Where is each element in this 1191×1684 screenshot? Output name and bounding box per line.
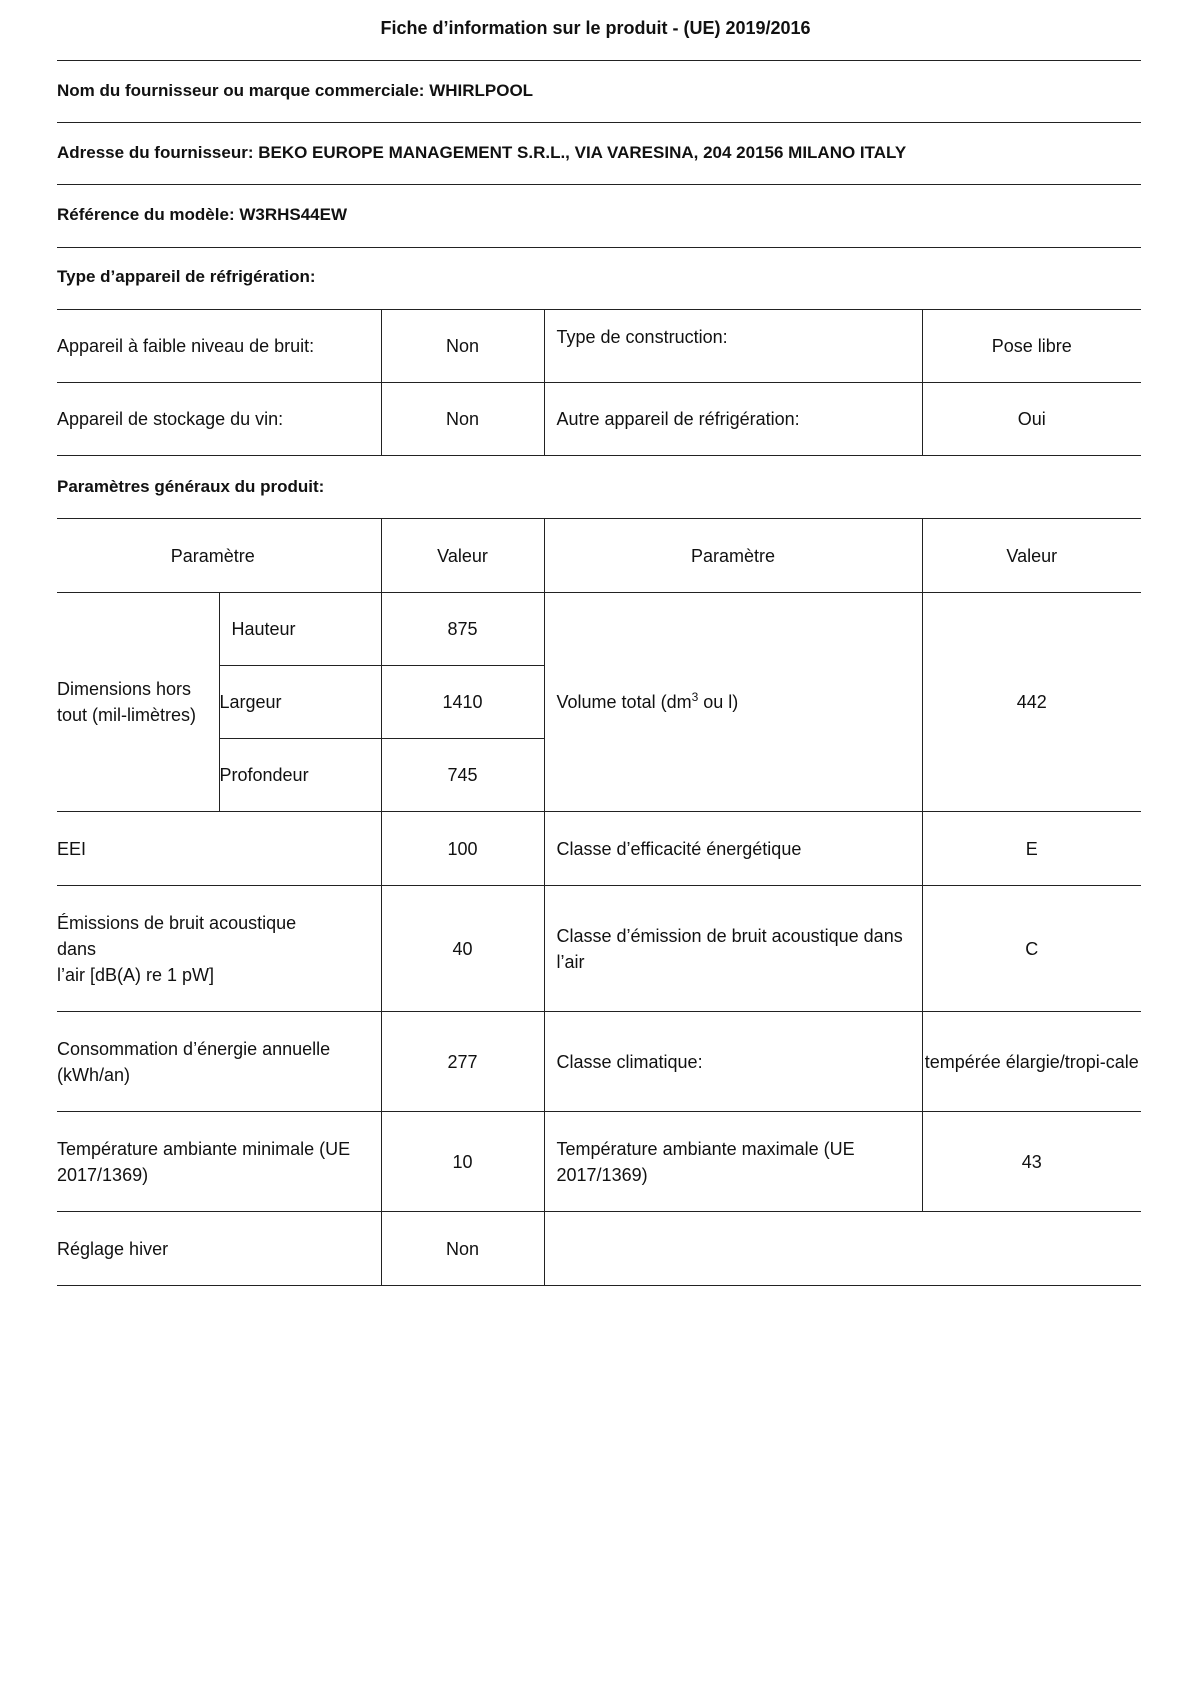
max-temp-value: 43 [922,1112,1141,1212]
supplier-address: Adresse du fournisseur: BEKO EUROPE MANAGEMENT S.R.L., VIA VARESINA, 204 20156 MILANO ITALY [57,143,907,162]
noise-emission-label [57,886,381,1012]
table-header-row [57,519,1141,593]
depth-value: 745 [381,739,544,812]
table-row [57,1112,1141,1212]
general-params-table [57,518,1141,1286]
table-row [57,1212,1141,1286]
noise-label-line: l’air [dB(A) re 1 pW] [57,964,215,985]
width-value: 1410 [381,666,544,739]
low-noise-label: Appareil à faible niveau de bruit: [57,310,381,383]
noise-class-value: C [922,886,1141,1012]
energy-consumption-label: Consommation d’énergie annuelle (kWh/an) [57,1012,381,1112]
height-value: 875 [381,593,544,666]
divider [57,184,1141,185]
eei-label: EEI [57,812,381,886]
min-temp-label: Température ambiante minimale (UE 2017/1369) [57,1112,381,1212]
max-temp-label: Température ambiante maximale (UE 2017/1369) [544,1112,922,1212]
divider [57,60,1141,61]
appliance-type-heading: Type d’appareil de réfrigération: [57,267,316,286]
energy-class-value: E [922,812,1141,886]
supplier-name: Nom du fournisseur ou marque commerciale: WHIRLPOOL [57,81,534,100]
noise-label-line: Émissions de bruit acoustique [57,912,297,933]
wine-storage-value: Non [381,383,544,456]
other-appliance-value: Oui [922,383,1141,456]
winter-setting-label: Réglage hiver [57,1212,381,1286]
volume-value: 442 [922,593,1141,812]
construction-label: Type de construction: [544,310,922,383]
wine-storage-label: Appareil de stockage du vin: [57,383,381,456]
winter-setting-value: Non [381,1212,544,1286]
noise-emission-value: 40 [381,886,544,1012]
eei-value: 100 [381,812,544,886]
header-value: Valeur [381,519,544,593]
header-param: Paramètre [544,519,922,593]
empty-cell [544,1212,1141,1286]
volume-label-sup: 3 [691,690,699,704]
width-label: Largeur [219,666,381,739]
depth-label: Profondeur [219,739,381,812]
low-noise-value: Non [381,310,544,383]
noise-label-line: dans [57,938,97,959]
dimensions-label: Dimensions hors tout (mil-limètres) [57,593,219,812]
divider [57,247,1141,248]
general-params-heading: Paramètres généraux du produit: [57,477,325,496]
document-title: Fiche d’information sur le produit - (UE) 2019/2016 [380,18,811,38]
climate-class-value: tempérée élargie/tropi-cale [922,1012,1141,1112]
table-row [57,812,1141,886]
appliance-type-table [57,309,1141,456]
model-reference: Référence du modèle: W3RHS44EW [57,205,348,224]
table-row [57,886,1141,1012]
min-temp-value: 10 [381,1112,544,1212]
volume-label-post: ou l) [698,692,739,712]
table-row [57,383,1141,456]
volume-label [544,593,922,812]
table-row [57,310,1141,383]
energy-class-label: Classe d’efficacité énergétique [544,812,922,886]
volume-label-pre: Volume total (dm [556,692,692,712]
noise-class-label: Classe d’émission de bruit acoustique dans l’air [544,886,922,1012]
construction-value: Pose libre [922,310,1141,383]
divider [57,122,1141,123]
table-row [57,1012,1141,1112]
header-value: Valeur [922,519,1141,593]
header-param: Paramètre [57,519,381,593]
other-appliance-label: Autre appareil de réfrigération: [544,383,922,456]
climate-class-label: Classe climatique: [544,1012,922,1112]
table-row [57,593,1141,666]
energy-consumption-value: 277 [381,1012,544,1112]
height-label: Hauteur [219,593,381,666]
